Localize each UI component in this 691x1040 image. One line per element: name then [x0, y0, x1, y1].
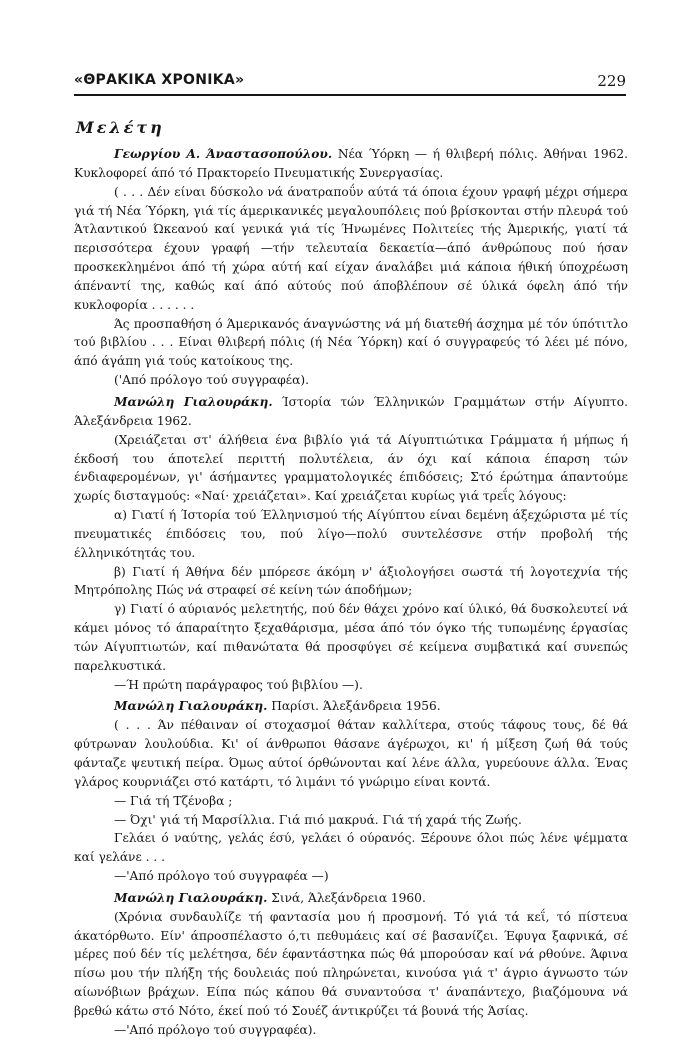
- entry-heading: [74, 393, 628, 431]
- body-paragraph: (Χρόνια συνδαυλίζε τή φαντασία μου ή προσμονή. Τό γιά τά κεΐ, τό πίστευα άκατόρθωτο. Είν' άπροσπέλαστο ό,τι πεθυμάεις καί σέ βασανίζει. Έφυγα ξαφνικά, σέ μέρες πού δέν τίς μελέτησα, δέν έφαντάστηκα πώς θά μπορούσαν καί νά ρθούνε. Άφινα πίσω μου τήν πλήξη τής δουλειάς πού πληρώνεται, κινούσα γιά τ' άγριο άγνωστο τών αίωνόβιων βράχων. Είπα πώς κάπου θά συναντούσα τ' άναπάντεχο, βιαζόμουνα νά βρεθώ κάτω στό Νότο, έκεί πού τό Σουέζ άντικρύζει τά βουνά τής Άσίας.: [74, 909, 628, 1018]
- entry-citation: Ίστορία τών Έλληνικών Γραμμάτων στήν Αίγυπτο. Άλεξάνδρεια 1962.: [74, 394, 628, 428]
- running-header: [74, 72, 626, 94]
- body-paragraph: (Χρειάζεται στ' άλήθεια ένα βιβλίο γιά τά Αίγυπτιώτικα Γράμματα ή μήπως ή έκδοσή του άποτελεί περιττή πολυτέλεια, άν όχι καί κάποια έπαρση τών ένδιαφερομένων, γι' άσήμαντες γραμματολογικές έπιδόσεις; Στό έρώτημα άπαντούμε χωρίς δισταγμούς: «Ναί· χρειάζεται». Καί χρειάζεται κυρίως γιά τρεΐς λόγους:: [74, 432, 628, 504]
- body-paragraph: Γελάει ό ναύτης, γελάς έσύ, γελάει ό ούρανός. Ξέρουνε όλοι πώς λένε ψέμματα καί γελάνε . . .: [74, 831, 628, 865]
- entry-citation: Παρίσι. Άλεξάνδρεια 1956.: [267, 699, 441, 714]
- header-rule: [74, 94, 626, 96]
- list-item: α) Γιατί ή Ίστορία τού Έλληνισμού τής Αίγύπτου είναι δεμένη άξεχώριστα μέ τίς πνευματικές έπιδόσεις του, πού λίγο—πολύ συντελέσσνε στήν προβολή τής έλληνικότητάς του.: [74, 508, 628, 560]
- entry-author: Μανώλη Γιαλουράκη.: [114, 699, 268, 714]
- list-item: γ) Γιατί ό αύριανός μελετητής, πού δέν θάχει χρόνο καί ύλικό, θά δυσκολευτεί νά κάμει μόνος τό άπαραίτητο ξεχαθάρισμα, μέσα άπό τόν όγκο τής τυπωμένης έργασίας τών Αίγυπτιωτών, καί πιθανώτατα θά προσφύγει σέ κείμενα συμβατικά καί συνεπώς παρελκυστικά.: [74, 602, 628, 673]
- running-title: «ΘΡΑΚΙΚΑ ΧΡΟΝΙΚΑ»: [74, 72, 245, 88]
- entry-heading: [74, 697, 628, 716]
- dialogue-line: — Γιά τή Τζένοβα ;: [114, 793, 233, 808]
- source-note: —'Από πρόλογο τού συγγραφέα —): [114, 869, 329, 884]
- body-paragraph: ( . . . Δέν είναι δύσκολο νά άνατραποΰν αύτά τά όποια έχουν γραφή μέχρι σήμερα γιά τή Νέα Ύόρκη, γιά τίς άμερικανικές μεγαλουπόλεις πού βρίσκονται στήν πλευρά τού Άτλαντικού Ώκεανού καί γενικά γιά τίς Ήνωμένες Πολιτείες τής Άμερικής, γιατί τά περισσότερα έχουν γραφή —τήν τελευταία δεκαετία—άπό άνθρώπους πού ήσαν προσκεκλημένοι άπό τή χώρα αύτή καί είχαν άναλάβει μιά κάποια ήθική ύποχρέωση άπέναντί της, καθώς καί άπό αύτούς πού άποβλέπουν σέ ύλικά όφελη άπό τήν κυκλοφορία . . . . . .: [74, 184, 628, 312]
- page-body: [74, 142, 628, 1040]
- entry-citation: Νέα Ύόρκη — ή θλιβερή πόλις. Άθήναι 1962. Κυκλοφορεί άπό τό Πρακτορείο Πνευματικής Συνεργασίας.: [74, 147, 629, 180]
- body-paragraph: ( . . . Άν πέθαιναν οί στοχασμοί θάταν καλλίτερα, στούς τάφους τους, δέ θά φύτρωναν λουλούδια. Κι' οί άνθρωποι θάσανε άγέρωχοι, κι' ή μίξεση ζωή θά τούς φάνταζε ψευτική πείρα. Όμως αύτοί όρθώνονται καί λένε άλλα, γυρεύουνε άλλα. Ένας γλάρος κουρνιάζει στό κατάρτι, τό λιμάνι τό γνώριμο είναι κοντά.: [74, 718, 628, 789]
- entry-heading: [74, 145, 628, 183]
- dialogue-line: — Όχι' γιά τή Μαρσίλλια. Γιά πιό μακρυά. Γιά τή χαρά τής Ζωής.: [114, 812, 522, 827]
- entry-heading: [74, 889, 628, 908]
- entry-citation: Σινά, Άλεξάνδρεια 1960.: [267, 890, 426, 905]
- list-item: β) Γιατί ή Άθήνα δέν μπόρεσε άκόμη ν' άξιολογήσει σωστά τή λογοτεχνία τής Μητρόπολης Πώς νά στραφεί σέ κείνη τών άποδήμων;: [74, 564, 628, 598]
- source-note: —Ή πρώτη παράγραφος τού βιβλίου —).: [114, 677, 363, 692]
- source-note: ('Από πρόλογο τού συγγραφέα).: [114, 373, 309, 388]
- source-note: —'Από πρόλογο τού συγγραφέα).: [114, 1022, 317, 1037]
- page-number: 229: [597, 72, 626, 90]
- entry-author: Μανώλη Γιαλουράκη.: [114, 394, 273, 409]
- section-title: Μελέτη: [76, 118, 165, 137]
- entry-author: Μανώλη Γιαλουράκη.: [114, 890, 268, 905]
- body-paragraph: Άς προσπαθήση ό Άμερικανός άναγνώστης νά μή διατεθή άσχημα μέ τόν ύπότιτλο τού βιβλίου . . . Είναι θλιβερή πόλις (ή Νέα Ύόρκη) καί ό συγγραφεύς τό λέει μέ πόνο, άπό άγάπη γιά τούς κατοίκους της.: [74, 316, 628, 369]
- entry-author: Γεωργίου Α. Άναστασοπούλου.: [114, 147, 333, 161]
